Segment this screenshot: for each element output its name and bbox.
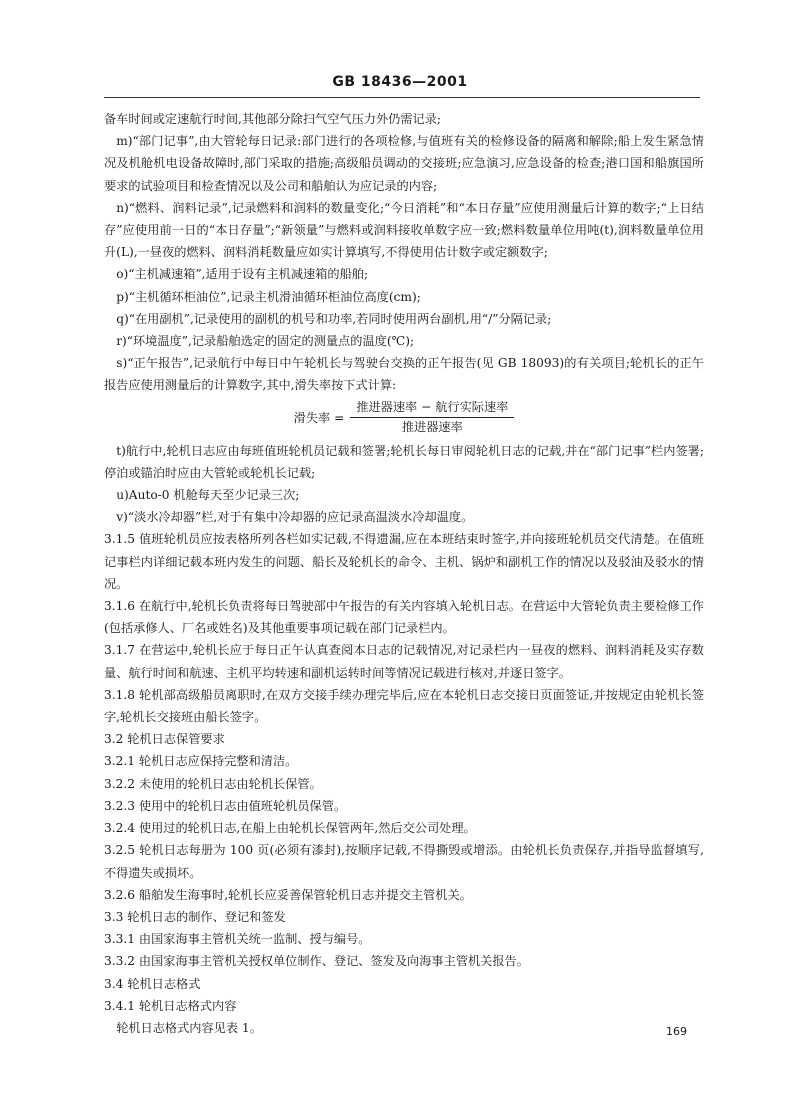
paragraph-s318: 3.1.8 轮机部高级船员离职时,在双方交接手续办理完毕后,应在本轮机日志交接日页面签证,并按规定由轮机长签字,轮机长交接班由船长签字。	[104, 687, 704, 725]
list-item-s: s)“正午报告”,记录航行中每日中午轮机长与驾驶台交换的正午报告(见 GB 18093)的有关项目;轮机长的正午报告应使用测量后的计算数字,其中,滑失率按下式计算:	[104, 356, 704, 393]
paragraph-t: t)航行中,轮机日志应由每班值班轮机员记载和签署;轮机长每日审阅轮机日志的记载,并在“部门记事”栏内签署;停泊或锚泊时应由大管轮或轮机长记载;	[104, 443, 704, 480]
paragraph-s341: 3.4.1 轮机日志格式内容	[104, 998, 237, 1013]
paragraph-s323: 3.2.3 使用中的轮机日志由值班轮机员保管。	[104, 798, 347, 813]
list-item-r: r)“环境温度”,记录船舶选定的固定的测量点的温度(℃);	[116, 334, 415, 349]
list-item-p: p)“主机循环柜油位”,记录主机滑油循环柜油位高度(cm);	[116, 289, 421, 304]
paragraph-s324: 3.2.4 使用过的轮机日志,在船上由轮机长保管两年,然后交公司处理。	[104, 821, 476, 836]
paragraph-s34: 3.4 轮机日志格式	[104, 976, 201, 991]
paragraph-s322: 3.2.2 未使用的轮机日志由轮机长保管。	[104, 776, 322, 791]
header-divider	[104, 97, 700, 98]
list-item-q: q)“在用副机”,记录使用的副机的机号和功率,若同时使用两台副机,用“/”分隔记录;	[116, 311, 552, 326]
paragraph-s326: 3.2.6 船舶发生海事时,轮机长应妥善保管轮机日志并提交主管机关。	[104, 887, 472, 902]
paragraph-s325: 3.2.5 轮机日志每册为 100 页(必须有漆封),按顺序记载,不得撕毁或增添。由轮机长负责保存,并指导监督填写,不得遗失或损坏。	[104, 843, 704, 880]
formula-numerator: 推进器速率 − 航行实际速率	[350, 398, 514, 418]
paragraph-group	[104, 440, 704, 1039]
paragraph-s315: 3.1.5 值班轮机员应按表格所列各栏如实记载,不得遗漏,应在本班结束时签字,并向接班轮机员交代清楚。在值班记事栏内详细记载本班内发生的问题、船长及轮机长的命令、主机、锅炉和副机工作的情况以及驳油及驳水的情况。	[104, 532, 704, 591]
paragraph-tail: 轮机日志格式内容见表 1。	[116, 1020, 262, 1035]
paragraph-s316: 3.1.6 在航行中,轮机长负责将每日驾驶部中午报告的有关内容填入轮机日志。在营运中大管轮负责主要检修工作(包括承修人、厂名或姓名)及其他重要事项记载在部门记录栏内。	[104, 599, 704, 636]
list-item-n: n)“燃料、润料记录”,记录燃料和润料的数量变化;“今日消耗”和“本日存量”应使用测量后计算的数字;“上日结存”应使用前一日的“本日存量”;“新领量”与燃料或润料接收单数字应一致;燃料数量单位用吨(t),润料数量单位用升(L),一昼夜的燃料、润料消耗数量应如实计算填写,不得使用估计数字或定额数字;	[104, 200, 704, 260]
list-item-m: m)“部门记事”,由大管轮每日记录:部门进行的各项检修,与值班有关的检修设备的隔离和解除;船上发生紧急情况及机舱机电设备故障时,部门采取的措施;高级船员调动的交接班;应急演习,应急设备的检查;港口国和船旗国所要求的试验项目和检查情况以及公司和船舶认为应记录的内容;	[104, 134, 704, 193]
formula-denominator: 推进器速率	[401, 420, 463, 435]
paragraph-s331: 3.3.1 由国家海事主管机关统一监制、授与编号。	[104, 932, 371, 947]
paragraph-s33: 3.3 轮机日志的制作、登记和签发	[104, 909, 286, 924]
formula-lhs: 滑失率 =	[293, 410, 345, 425]
document-body	[104, 108, 704, 1039]
page-number: 169	[666, 1025, 687, 1038]
paragraph-s32: 3.2 轮机日志保管要求	[104, 732, 225, 747]
formula-fraction	[350, 398, 514, 437]
paragraph-u: u)Auto-0 机舱每天至少记录三次;	[116, 488, 300, 503]
paragraph-continuation: 备车时间或定速航行时间,其他部分除扫气空气压力外仍需记录;	[104, 112, 442, 126]
slip-rate-formula	[104, 398, 704, 438]
paragraph-v: v)“淡水冷却器”栏,对于有集中冷却器的应记录高温淡水冷却温度。	[116, 510, 474, 525]
list-item-o: o)“主机减速箱”,适用于设有主机减速箱的船舶;	[116, 267, 369, 282]
paragraph-s332: 3.3.2 由国家海事主管机关授权单位制作、登记、签发及向海事主管机关报告。	[104, 954, 529, 969]
paragraph-s321: 3.2.1 轮机日志应保持完整和清洁。	[104, 754, 298, 769]
page-header: GB 18436—2001	[332, 74, 468, 90]
paragraph-s317: 3.1.7 在营运中,轮机长应于每日正午认真查阅本日志的记载情况,对记录栏内一昼夜的燃料、润料消耗及实存数量、航行时间和航速、主机平均转速和副机运转时间等情况记载进行核对,并逐日签字。	[104, 643, 704, 680]
